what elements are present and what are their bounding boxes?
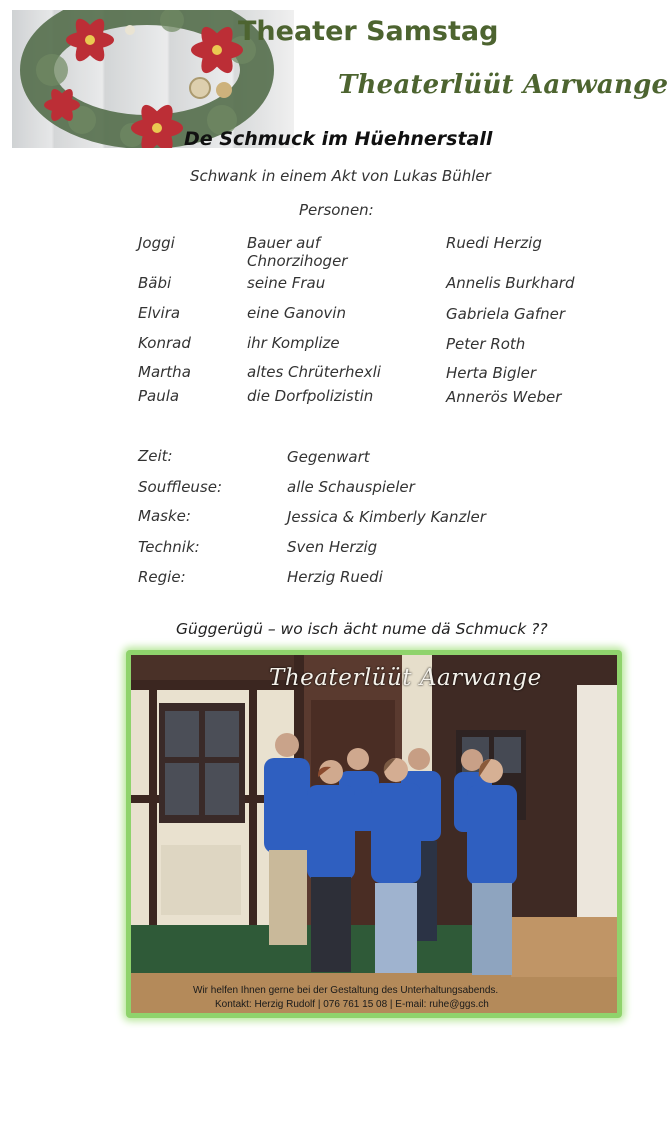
cast-description: Bauer auf Chnorzihoger	[247, 234, 348, 270]
cast-role: Bäbi	[138, 274, 172, 292]
group-name: Theaterlüüt Aarwange	[338, 70, 669, 100]
cast-role: Joggi	[138, 234, 175, 252]
crew-label: Technik:	[138, 538, 200, 556]
cast-role: Martha	[138, 363, 191, 381]
crew-label: Zeit:	[138, 447, 173, 465]
crew-value: alle Schauspieler	[287, 478, 415, 496]
cast-description: eine Ganovin	[247, 304, 346, 322]
cast-description: altes Chrüterhexli	[247, 363, 381, 381]
crew-value: Sven Herzig	[287, 538, 378, 556]
cast-actor: Peter Roth	[446, 335, 526, 353]
cast-role: Elvira	[138, 304, 181, 322]
cast-actor: Ruedi Herzig	[446, 234, 542, 252]
group-photo	[131, 655, 617, 1013]
cast-actor: Annerös Weber	[446, 388, 562, 406]
cast-heading: Personen:	[299, 201, 374, 219]
cast-actor: Herta Bigler	[446, 364, 537, 382]
cast-description: ihr Komplize	[247, 334, 340, 352]
cast-actor: Gabriela Gafner	[446, 305, 566, 323]
crew-value: Jessica & Kimberly Kanzler	[287, 508, 486, 526]
crew-value: Gegenwart	[287, 448, 370, 466]
slogan: Güggerügü – wo isch ächt nume dä Schmuck ??	[176, 620, 548, 638]
cast-description: die Dorfpolizistin	[247, 387, 374, 405]
photo-caption-line1: Wir helfen Ihnen gerne bei der Gestaltung des Unterhaltungsabends.	[193, 985, 499, 996]
group-photo-illustration	[131, 655, 617, 1013]
event-title: Theater Samstag	[238, 16, 499, 47]
crew-label: Souffleuse:	[138, 478, 223, 496]
cast-role: Paula	[138, 387, 180, 405]
play-title: De Schmuck im Hüehnerstall	[184, 128, 493, 150]
photo-caption-line2: Kontakt: Herzig Rudolf | 076 761 15 08 | E-mail: ruhe@ggs.ch	[215, 999, 489, 1010]
cast-role: Konrad	[138, 334, 191, 352]
play-subtitle: Schwank in einem Akt von Lukas Bühler	[190, 167, 491, 185]
photo-logo-text: Theaterlüüt Aarwange	[269, 665, 542, 691]
cast-actor: Annelis Burkhard	[446, 274, 575, 292]
cast-description: seine Frau	[247, 274, 326, 292]
crew-value: Herzig Ruedi	[287, 568, 383, 586]
crew-label: Maske:	[138, 507, 191, 525]
crew-label: Regie:	[138, 568, 186, 586]
